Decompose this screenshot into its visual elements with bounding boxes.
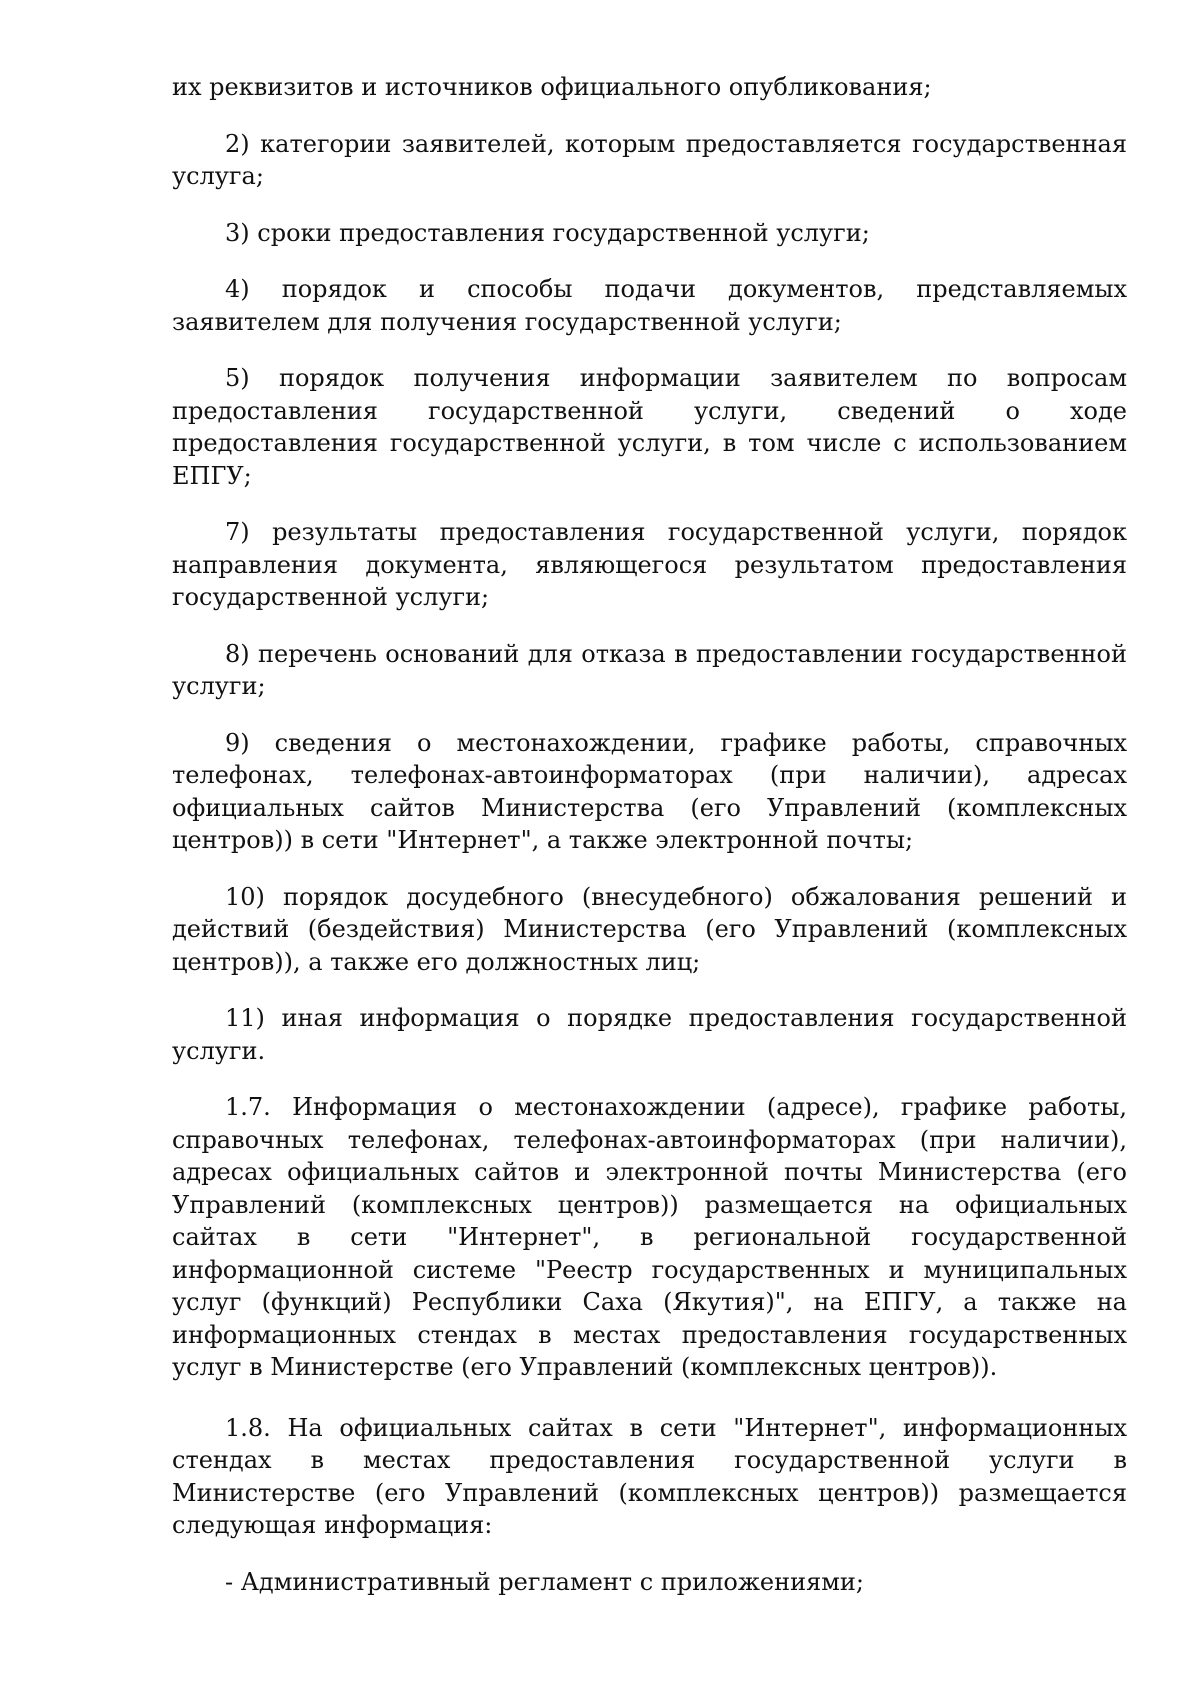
paragraph-list-item: - Административный регламент с приложениями;	[225, 1567, 864, 1596]
paragraph-item-3: 3) сроки предоставления государственной услуги;	[225, 218, 870, 247]
paragraph-item-8: 8) перечень оснований для отказа в предоставлении государственной услуги;	[172, 639, 1127, 700]
paragraph-item-10: 10) порядок досудебного (внесудебного) обжалования решений и действий (бездействия) Министерства (его Управлений (комплексных центров)), а также его должностных лиц;	[172, 882, 1127, 976]
document-body	[172, 71, 1127, 1622]
paragraph-item-5: 5) порядок получения информации заявителем по вопросам предоставления государственной услуги, сведений о ходе предоставления государственной услуги, в том числе с использованием ЕПГУ;	[172, 364, 1127, 490]
paragraph-continuation: их реквизитов и источников официального опубликования;	[172, 73, 932, 101]
paragraph-section-1-7: 1.7. Информация о местонахождении (адресе), графике работы, справочных телефонах, телефонах-автоинформаторах (при наличии), адресах официальных сайтов и электронной почты Министерства (его Управлений (комплексных центров)) размещается на официальных сайтах в сети "Интернет", в региональной государственной информационной системе "Реестр государственных и муниципальных услуг (функций) Республики Саха (Якутия)", на ЕПГУ, а также на информационных стендах в местах предоставления государственных услуг в Министерстве (его Управлений (комплексных центров)).	[172, 1093, 1127, 1381]
paragraph-item-11: 11) иная информация о порядке предоставления государственной услуги.	[172, 1004, 1127, 1065]
paragraph-item-4: 4) порядок и способы подачи документов, представляемых заявителем для получения государственной услуги;	[172, 275, 1127, 336]
paragraph-item-9: 9) сведения о местонахождении, графике работы, справочных телефонах, телефонах-автоинформаторах (при наличии), адресах официальных сайтов Министерства (его Управлений (комплексных центров)) в сети "Интернет", а также электронной почты;	[172, 728, 1127, 854]
paragraph-item-2: 2) категории заявителей, которым предоставляется государственная услуга;	[172, 129, 1127, 190]
paragraph-section-1-8: 1.8. На официальных сайтах в сети "Интернет", информационных стендах в местах предоставления государственной услуги в Министерстве (его Управлений (комплексных центров)) размещается следующая информация:	[172, 1413, 1127, 1539]
paragraph-item-7: 7) результаты предоставления государственной услуги, порядок направления документа, являющегося результатом предоставления государственной услуги;	[172, 518, 1127, 611]
